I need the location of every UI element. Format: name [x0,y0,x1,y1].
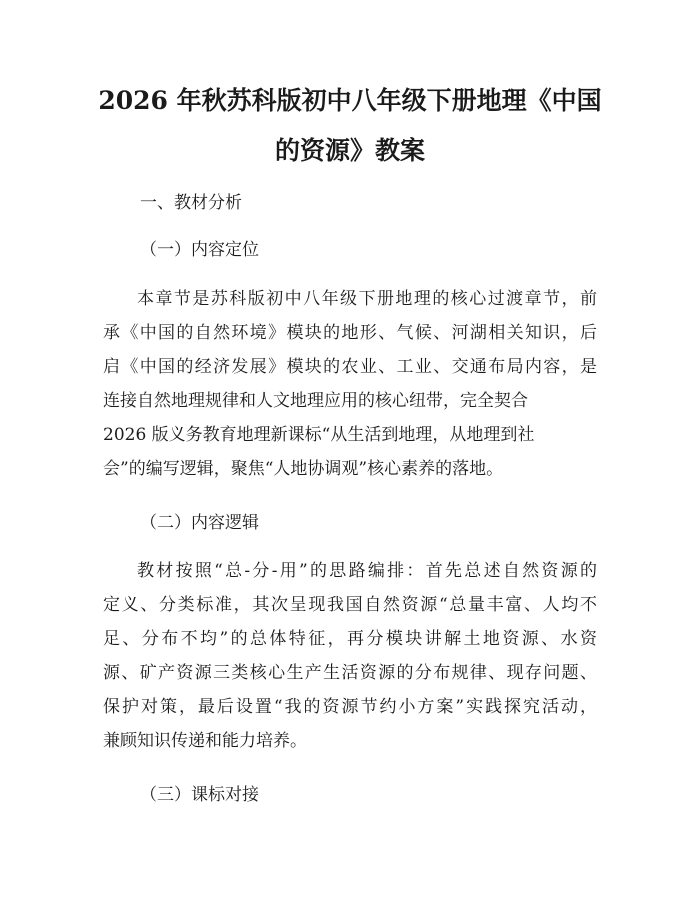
subsection-heading-content-positioning: （一）内容定位 [140,240,259,260]
paragraph-line: 会”的编写逻辑，聚焦“人地协调观”核心素养的落地。 [103,459,504,479]
title-line-1: 2026 年秋苏科版初中八年级下册地理《中国 [98,86,602,115]
paragraph-line: 定义、分类标准，其次呈现我国自然资源“总量丰富、人均不 [103,595,597,615]
paragraph-line: 连接自然地理规律和人文地理应用的核心纽带，完全契合 [103,391,528,411]
paragraph-line: 足、分布不均”的总体特征，再分模块讲解土地资源、水资 [103,629,597,649]
paragraph-line: 启《中国的经济发展》模块的农业、工业、交通布局内容，是 [103,357,597,377]
paragraph-line: 本章节是苏科版初中八年级下册地理的核心过渡章节，前 [137,289,597,309]
paragraph-line: 兼顾知识传递和能力培养。 [103,731,307,751]
paragraph-content-logic [103,554,597,758]
paragraph-line: 2026 版义务教育地理新课标“从生活到地理，从地理到社 [103,425,535,445]
title-line-2: 的资源》教案 [274,136,425,165]
paragraph-line: 源、矿产资源三类核心生产生活资源的分布规律、现存问题、 [103,663,597,683]
paragraph-line: 教材按照“总-分-用”的思路编排：首先总述自然资源的 [137,561,597,581]
subsection-heading-content-logic: （二）内容逻辑 [140,513,259,533]
paragraph-line: 保护对策，最后设置“我的资源节约小方案”实践探究活动， [103,697,597,717]
section-heading-teaching-material-analysis: 一、教材分析 [140,193,242,213]
paragraph-content-positioning [103,282,597,486]
paragraph-line: 承《中国的自然环境》模块的地形、气候、河湖相关知识，后 [103,323,597,343]
document-title [95,76,605,176]
subsection-heading-curriculum-alignment: （三）课标对接 [140,785,259,805]
